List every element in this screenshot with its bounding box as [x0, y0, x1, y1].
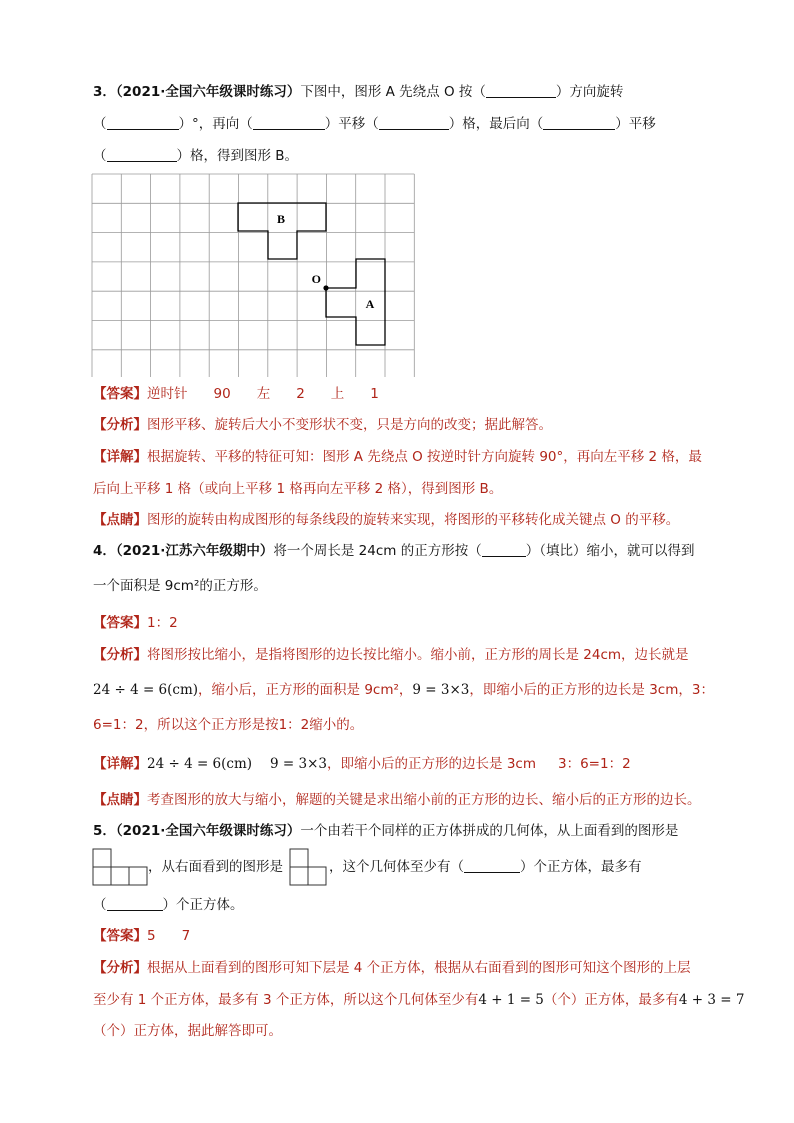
q3-blank-1[interactable] — [486, 84, 556, 98]
answer-value: 逆时针 — [147, 386, 188, 402]
q3-text: 下图中，图形 A 先绕点 O 按（ — [300, 84, 486, 100]
analysis-text: 1：2 — [278, 717, 310, 733]
q3-detail-2 — [93, 479, 502, 499]
answer-value: 2 — [296, 386, 305, 402]
q3-point — [93, 510, 679, 530]
detail-tag: 【详解】 — [93, 449, 147, 465]
formula: 24 ÷ 4 = 6(cm) — [93, 682, 199, 698]
detail-text: 3：6=1：2 — [557, 756, 631, 772]
analysis-text: 6=1：2 — [93, 717, 144, 733]
grid-lines — [92, 174, 414, 377]
analysis-tag: 【分析】 — [93, 647, 147, 663]
point-o — [323, 285, 328, 290]
q5-text: 一个由若干个同样的正方体拼成的几何体，从上面看到的图形是 — [300, 823, 679, 839]
q4-line2 — [93, 576, 267, 596]
q3-blank-4[interactable] — [379, 116, 449, 130]
rotation-grid-figure — [91, 173, 415, 377]
q5-blank-1[interactable] — [464, 859, 520, 873]
q3-text: ）格，得到图形 B。 — [176, 148, 299, 164]
q5-line3 — [93, 895, 244, 915]
q5-text: ，这个几何体至少有（ — [329, 859, 464, 875]
q4-detail — [93, 754, 631, 774]
analysis-text: 根据从上面看到的图形可知下层是 4 个正方体，根据从右面看到的图形可知这个图形的上层 — [147, 960, 691, 976]
q3-number: 3． — [93, 84, 116, 100]
q5-answers — [147, 928, 216, 944]
q3-text: （ — [93, 148, 107, 164]
q3-line2 — [93, 114, 656, 134]
analysis-text: 图形平移、旋转后大小不变形状不变，只是方向的改变；据此解答。 — [147, 417, 552, 433]
q5-answer — [93, 926, 216, 946]
q4-text: ）（填比）缩小，就可以得到 — [525, 543, 695, 559]
analysis-text: ，缩小后，正方形的面积是 9cm²， — [198, 682, 413, 698]
q5-analysis-3 — [93, 1021, 282, 1041]
q3-blank-2[interactable] — [107, 116, 179, 130]
formula: 9 = 3×3 — [270, 756, 328, 772]
detail-text: ，即缩小后的正方形的边长是 3cm — [327, 756, 536, 772]
q5-text: （ — [93, 897, 107, 913]
analysis-text: ，即缩小后的正方形的边长是 3cm， — [469, 682, 692, 698]
q3-text: （ — [93, 116, 107, 132]
analysis-text: ，所以这个正方形是按 — [143, 717, 279, 733]
q4-point — [93, 790, 701, 810]
q4-answer — [93, 613, 178, 633]
point-tag: 【点睛】 — [93, 792, 147, 808]
answer-value: 上 — [330, 386, 345, 402]
label-o: O — [311, 272, 321, 286]
q3-answer — [93, 384, 405, 404]
q3-source: （2021·全国六年级课时练习） — [115, 84, 301, 100]
q5-text: ，从右面看到的图形是 — [148, 859, 283, 875]
q4-source: （2021·江苏六年级期中） — [115, 543, 274, 559]
answer-tag: 【答案】 — [93, 928, 147, 944]
q5-number: 5． — [93, 823, 116, 839]
q4-analysis-1 — [93, 645, 689, 665]
q4-blank-1[interactable] — [482, 543, 526, 557]
q3-text: ）格，最后向（ — [448, 116, 544, 132]
q5-line2b — [329, 857, 642, 877]
label-b: B — [276, 212, 286, 226]
point-tag: 【点睛】 — [93, 512, 147, 528]
q5-text: ）个正方体，最多有 — [520, 859, 642, 875]
q5-line2a — [148, 857, 283, 877]
analysis-text: （个）正方体，最多有 — [543, 992, 679, 1008]
formula: 9 = 3×3 — [412, 682, 470, 698]
analysis-text: 将图形按比缩小，是指将图形的边长按比缩小。缩小前，正方形的周长是 24cm，边长就是 — [147, 647, 689, 663]
answer-value: 左 — [256, 386, 271, 402]
q3-text: ）平移 — [615, 116, 656, 132]
analysis-text: 3： — [691, 682, 714, 698]
answer-value: 90 — [213, 386, 231, 402]
q3-answers — [147, 386, 405, 402]
detail-tag: 【详解】 — [93, 756, 147, 772]
answer-value: 1：2 — [147, 615, 178, 631]
answer-value: 1 — [370, 386, 379, 402]
q5-line1 — [93, 821, 678, 841]
q3-text: ）平移（ — [324, 116, 379, 132]
answer-tag: 【答案】 — [93, 386, 147, 402]
q3-blank-5[interactable] — [543, 116, 615, 130]
q5-analysis-2 — [93, 990, 744, 1010]
q3-blank-6[interactable] — [107, 148, 177, 162]
q4-line1 — [93, 541, 694, 561]
answer-tag: 【答案】 — [93, 615, 147, 631]
detail-text: 后向上平移 1 格（或向上平移 1 格再向左平移 2 格），得到图形 B。 — [93, 481, 503, 497]
point-text: 考查图形的放大与缩小，解题的关键是求出缩小前的正方形的边长、缩小后的正方形的边长。 — [147, 792, 701, 808]
q4-text: 一个面积是 9cm²的正方形。 — [93, 578, 267, 594]
q5-source: （2021·全国六年级课时练习） — [115, 823, 301, 839]
q3-line1 — [93, 82, 623, 102]
answer-value: 7 — [181, 928, 191, 944]
answer-value: 5 — [147, 928, 156, 944]
q4-analysis-3 — [93, 715, 363, 735]
q3-text: ）°，再向（ — [178, 116, 253, 132]
q5-blank-2[interactable] — [107, 897, 163, 911]
analysis-tag: 【分析】 — [93, 417, 147, 433]
formula: 4 + 3 = 7 — [678, 992, 745, 1008]
detail-text: 根据旋转、平移的特征可知：图形 A 先绕点 O 按逆时针方向旋转 90°，再向左平移 2 格，最 — [147, 449, 702, 465]
formula: 4 + 1 = 5 — [478, 992, 544, 1008]
q4-text: 将一个周长是 24cm 的正方形按（ — [273, 543, 482, 559]
q4-analysis-2 — [93, 680, 714, 700]
q4-number: 4． — [93, 543, 116, 559]
q3-detail-1 — [93, 447, 702, 467]
q5-analysis-1 — [93, 958, 691, 978]
right-view-figure — [289, 848, 329, 888]
q5-text: ）个正方体。 — [162, 897, 244, 913]
q3-line3 — [93, 146, 298, 166]
analysis-text: （个）正方体，据此解答即可。 — [93, 1023, 282, 1039]
label-a: A — [365, 297, 375, 311]
formula: 24 ÷ 4 = 6(cm) — [147, 756, 253, 772]
analysis-tag: 【分析】 — [93, 960, 147, 976]
point-text: 图形的旋转由构成图形的每条线段的旋转来实现，将图形的平移转化成关键点 O 的平移。 — [147, 512, 680, 528]
top-view-figure — [92, 848, 148, 888]
analysis-text: 至少有 1 个正方体，最多有 3 个正方体，所以这个几何体至少有 — [93, 992, 479, 1008]
q3-blank-3[interactable] — [253, 116, 325, 130]
q3-analysis — [93, 415, 552, 435]
q3-text: ）方向旋转 — [555, 84, 624, 100]
analysis-text: 缩小的。 — [309, 717, 364, 733]
